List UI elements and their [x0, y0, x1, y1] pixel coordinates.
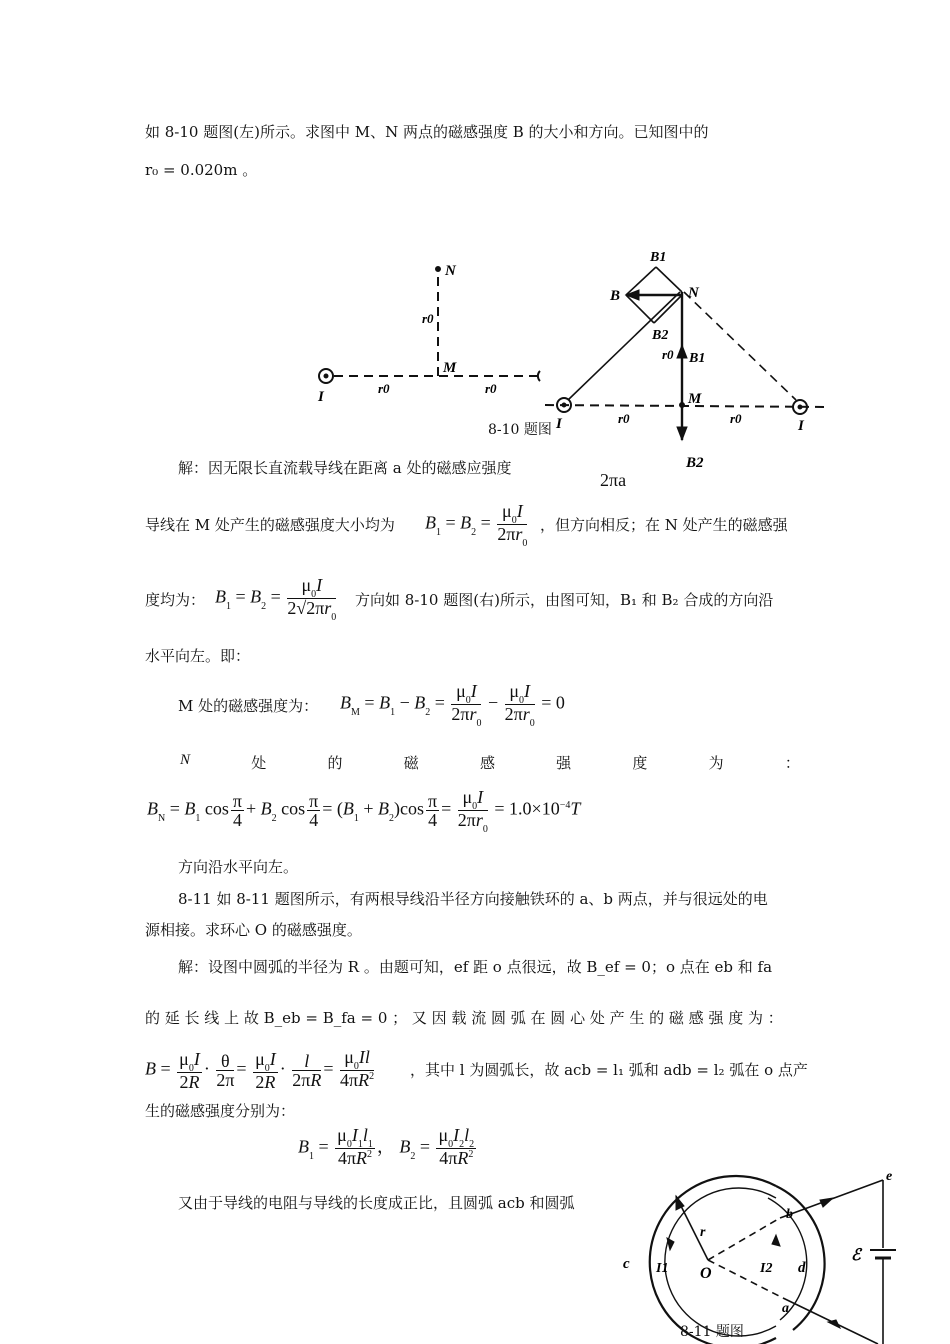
label-r0-left-2: r0 [485, 381, 497, 396]
p6-char-7: 为 [708, 754, 724, 772]
p6-char-0: N [180, 752, 191, 768]
label-N-right: N [688, 285, 699, 301]
label-d: d [798, 1260, 806, 1276]
label-emf: ℰ [851, 1247, 861, 1264]
solution-p2-start: 导线在 M 处产生的磁感强度大小均为 [145, 516, 395, 534]
formula-B-arc: B = $\frac{\mu_0I}{2R}$ · $\frac{\theta}{2\pi}$ = $\frac{\mu_0I}{2R}$ · $\frac{l}{2\pi R}$ = $\frac{\mu_0Il}{4\pi R^2}$ [145, 1047, 375, 1092]
label-O: O [700, 1265, 712, 1282]
label-r0-left-1: r0 [378, 381, 390, 396]
label-I2: I2 [760, 1261, 773, 1276]
label-I-right-1: I [556, 416, 562, 432]
problem-8-11-sol-2: 的 延 长 线 上 故 B_eb = B_fa = 0 ； 又 因 载 流 圆 弧 在 圆 心 处 产 生 的 磁 感 强 度 为 ： [145, 1009, 783, 1027]
solution-p5-start: M 处的磁感强度为： [178, 697, 319, 715]
caption-8-10: 8-10 题图 [488, 422, 552, 438]
label-N-left: N [445, 263, 456, 279]
label-I1: I1 [656, 1261, 669, 1276]
p6-char-3: 磁 [403, 754, 419, 772]
problem-8-11-sol-1: 解：设图中圆弧的半径为 R 。由题可知，ef 距 o 点很远，故 B_ef = 0；o 点在 eb 和 fa [178, 958, 773, 976]
formula-B1-B2-N: $B_1 = B_2$ = $\frac{\mu_0I}{2√2\pi r_0}$ [215, 575, 337, 623]
solution-p4: 水平向左。即： [145, 647, 251, 665]
formula-B1-B2-arcs: $B_1$ = $\frac{\mu_0I_1l_1}{4\pi R^2}$ ， $B_2$ = $\frac{\mu_0I_2l_2}{4\pi R^2}$ [298, 1125, 475, 1168]
label-b: b [786, 1207, 793, 1222]
label-r0-vertical: r0 [422, 311, 434, 326]
solution-p8: 方向沿水平向左。 [178, 858, 299, 876]
label-B1-vertical: B1 [689, 351, 706, 366]
intro-line-1: 如 8-10 题图(左)所示。求图中 M、N 两点的磁感强度 B 的大小和方向。已知图中的 [145, 123, 709, 141]
problem-8-11-line-2: 源相接。求环心 O 的磁感强度。 [145, 921, 362, 939]
solution-p2-end: ，但方向相反；在 N 处产生的磁感强 [540, 516, 788, 534]
label-B1-top: B1 [650, 250, 667, 265]
solution-p6-spread [180, 752, 800, 773]
label-a: a [782, 1301, 789, 1316]
formula-BN: $B_N = B_1$ cos $\frac{\pi}{4}$ + $B_2$ cos $\frac{\pi}{4}$ = $(B_1 + B_2)\cos$ $\frac{\pi}{4}$ = $\frac{\mu_0I}{2\pi r_0}$ = $1.0\times 10^{-4}T$ [147, 787, 581, 835]
figure-8-10 [300, 245, 840, 470]
caption-8-11: 8-11 题图 [680, 1324, 744, 1340]
label-r: r [700, 1225, 706, 1240]
formula-BM: $B_M = B_1 - B_2$ = $\frac{\mu_0I}{2\pi r_0}$ − $\frac{\mu_0I}{2\pi r_0}$ = 0 [340, 681, 565, 729]
p6-char-1: 处 [251, 754, 267, 772]
label-c: c [623, 1256, 630, 1272]
solution-p1-denominator: 2πa [600, 470, 627, 490]
solution-p1: 解：因无限长直流载导线在距离 a 处的磁感应强度 [178, 459, 512, 477]
problem-8-11-sol-4: 生的磁感强度分别为： [145, 1102, 296, 1120]
label-r0-right-2: r0 [730, 411, 742, 426]
intro-line-2: r₀ = 0.020m 。 [145, 161, 258, 179]
formula-B1-B2-M: $B_1 = B_2$ = $\frac{\mu_0I}{2\pi r_0}$ [425, 501, 528, 549]
figure-8-11 [608, 1160, 908, 1344]
label-r0-right-1: r0 [618, 411, 630, 426]
label-B2-diag: B2 [652, 328, 669, 343]
p6-char-5: 强 [556, 754, 572, 772]
p6-char-6: 度 [632, 754, 648, 772]
p6-char-2: 的 [327, 754, 343, 772]
label-r0-right-vertical: r0 [662, 347, 674, 362]
p6-char-8: ： [784, 754, 800, 772]
label-I-left: I [318, 389, 324, 405]
problem-8-11-line-1: 8-11 如 8-11 题图所示，有两根导线沿半径方向接触铁环的 a、b 两点，并与很远处的电 [178, 890, 768, 908]
p6-char-4: 感 [479, 754, 495, 772]
problem-8-11-sol-3-text: ，其中 l 为圆弧长，故 acb = l₁ 弧和 adb = l₂ 弧在 o 点产 [410, 1061, 808, 1079]
label-B2-bottom: B2 [686, 455, 704, 470]
label-M-right: M [688, 391, 702, 407]
label-I-right-2: I [798, 418, 804, 434]
solution-p3-start: 度均为： [145, 591, 206, 609]
label-e: e [886, 1169, 893, 1184]
label-B-resultant: B [610, 288, 621, 304]
label-M-left: M [443, 360, 457, 376]
problem-8-11-sol-6: 又由于导线的电阻与导线的长度成正比，且圆弧 acb 和圆弧 [178, 1194, 575, 1212]
solution-p3-end: 方向如 8-10 题图(右)所示，由图可知，B₁ 和 B₂ 合成的方向沿 [355, 591, 774, 609]
